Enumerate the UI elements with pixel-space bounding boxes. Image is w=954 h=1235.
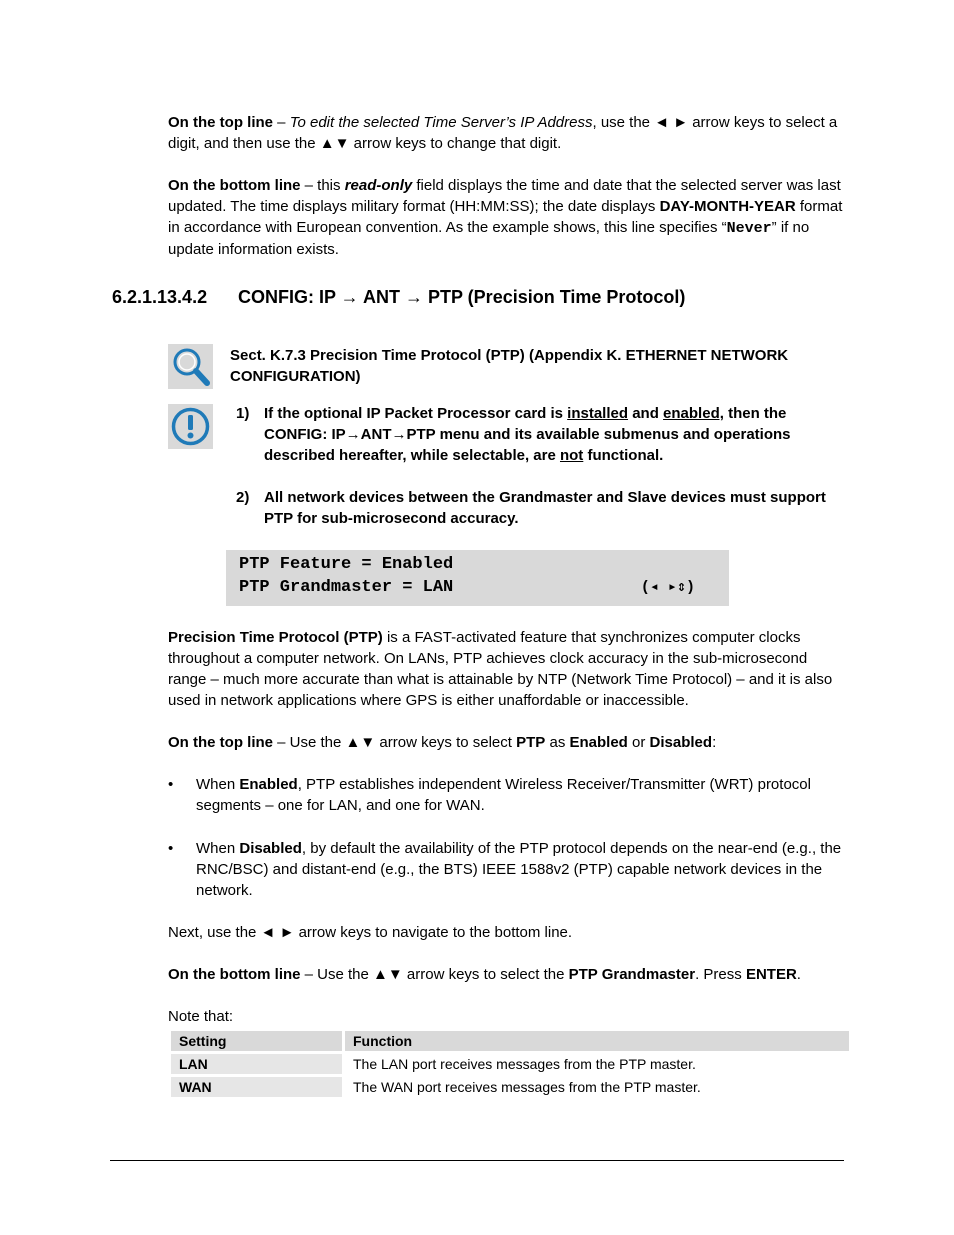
lead-label: On the top line [168,734,273,751]
table-cell: The WAN port receives messages from the PTP master. [353,1079,701,1095]
section-title: CONFIG: IP → ANT → PTP (Precision Time Protocol) [238,287,686,307]
table-header-cell: Setting [171,1031,342,1051]
paragraph-bottom-line-date: On the bottom line – this read-only field displays the time and date that the selected server was last updated. The time displays military format (HH:MM:SS); the date displays DAY-MONTH-YEAR format in accordance with European convention. As the example shows, this line specifies “Never” if no update information exists. [168,177,843,258]
paragraph-ptp-description: Precision Time Protocol (PTP) is a FAST-activated feature that synchronizes computer clocks throughout a computer network. On LANs, PTP achieves clock accuracy in the sub-microsecond range – much more accurate than what is attainable by NTP (Network Time Protocol) – and it is also used in network applications where GPS is either unaffordable or inaccessible. [168,629,833,709]
footer-divider [110,1160,844,1161]
lead-label: On the bottom line [168,966,301,983]
table-row [171,1077,849,1097]
lcd-line-2: PTP Grandmaster = LAN [239,578,454,597]
paragraph-bottom-line-grandmaster: On the bottom line – Use the ▲▼ arrow keys to select the PTP Grandmaster. Press ENTER. [168,966,801,983]
lcd-display [226,550,729,606]
paragraph-note-that: Note that: [168,1008,234,1025]
notice-item-2: All network devices between the Grandmaster and Slave devices must support PTP for sub-microsecond accuracy. [264,489,826,527]
lead-label: On the bottom line [168,177,301,194]
notice-item-1: If the optional IP Packet Processor card is installed and enabled, then the CONFIG: IP→ANT→PTP menu and its available submenus and operations described hereafter, while selectable, are not functional. [264,405,791,464]
bullet-mark: • [168,776,174,793]
magnifier-icon [168,344,213,389]
section-heading [112,287,685,308]
table-cell: WAN [171,1077,342,1097]
exclamation-icon [168,404,213,449]
settings-table [168,1028,852,1100]
table-row [171,1054,849,1074]
lcd-arrow-keys-icon: (◂ ▸⇕) [640,579,695,596]
list-item: When Enabled, PTP establishes independent Wireless Receiver/Transmitter (WRT) protocol segments – one for LAN, and one for WAN. [196,776,811,814]
paragraph-navigate: Next, use the ◄ ► arrow keys to navigate to the bottom line. [168,924,573,941]
table-header-cell: Function [345,1031,849,1051]
paragraph-top-line-ip: On the top line – To edit the selected Time Server’s IP Address, use the ◄ ► arrow keys to select a digit, and then use the ▲▼ arrow keys to change that digit. [168,114,838,152]
notice-item-number: 2) [236,489,250,506]
notice-item-number: 1) [236,405,250,422]
table-cell: LAN [171,1054,342,1074]
lcd-line-1: PTP Feature = Enabled [239,555,454,574]
table-header-row [171,1031,849,1051]
lead-label: On the top line [168,114,273,131]
lead-label: Precision Time Protocol (PTP) [168,629,383,646]
table-cell: The LAN port receives messages from the PTP master. [353,1056,696,1072]
list-item: When Disabled, by default the availability of the PTP protocol depends on the near-end (e.g., the RNC/BSC) and distant-end (e.g., the BTS) IEEE 1588v2 (PTP) capable network devices in the network. [196,840,842,899]
section-number: 6.2.1.13.4.2 [112,287,208,307]
bullet-mark: • [168,840,174,857]
code-never: Never [726,220,772,237]
reference-text: Sect. K.7.3 Precision Time Protocol (PTP) (Appendix K. ETHERNET NETWORK CONFIGURATION) [230,347,789,385]
paragraph-top-line-ptp: On the top line – Use the ▲▼ arrow keys to select PTP as Enabled or Disabled: [168,734,717,751]
